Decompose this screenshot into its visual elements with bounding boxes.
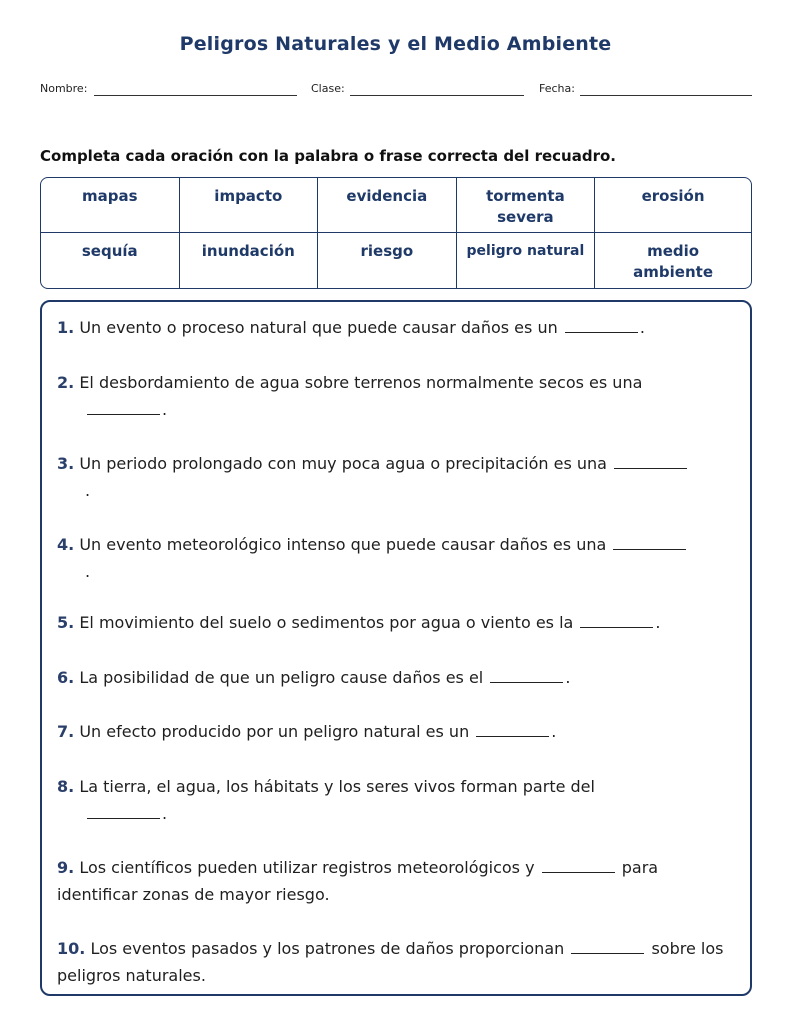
- name-field[interactable]: [94, 95, 297, 96]
- question-end: .: [162, 400, 168, 419]
- answer-blank[interactable]: [565, 332, 638, 333]
- question-text: Un periodo prolongado con muy poca agua o precipitación es una: [79, 454, 607, 473]
- word-bank-item[interactable]: medio ambiente: [633, 242, 713, 281]
- question-end: .: [162, 804, 168, 823]
- question-text: El movimiento del suelo o sedimentos por agua o viento es la: [79, 613, 574, 632]
- word-bank-item[interactable]: inundación: [180, 233, 319, 288]
- question-8: [57, 773, 737, 827]
- question-number: 6.: [57, 668, 75, 687]
- instructions: Completa cada oración con la palabra o frase correcta del recuadro.: [40, 147, 616, 165]
- question-number: 8.: [57, 777, 75, 796]
- name-label: Nombre:: [40, 82, 88, 95]
- date-field[interactable]: [580, 95, 752, 96]
- question-text: Un evento o proceso natural que puede causar daños es un: [79, 318, 558, 337]
- word-bank-item[interactable]: evidencia: [318, 178, 457, 233]
- question-end: .: [565, 668, 571, 687]
- answer-blank[interactable]: [87, 818, 160, 819]
- word-bank-item[interactable]: sequía: [41, 233, 180, 288]
- question-text: Un efecto producido por un peligro natural es un: [79, 722, 470, 741]
- question-text: La posibilidad de que un peligro cause daños es el: [79, 668, 484, 687]
- question-end: .: [551, 722, 557, 741]
- answer-blank[interactable]: [580, 627, 653, 628]
- question-number: 2.: [57, 373, 75, 392]
- word-bank-item[interactable]: erosión: [595, 178, 751, 233]
- question-number: 9.: [57, 858, 75, 877]
- question-text: La tierra, el agua, los hábitats y los seres vivos forman parte del: [79, 777, 595, 796]
- question-end: .: [85, 562, 91, 581]
- question-number: 10.: [57, 939, 86, 958]
- question-number: 7.: [57, 722, 75, 741]
- answer-blank[interactable]: [87, 414, 160, 415]
- question-end: .: [639, 318, 645, 337]
- answer-blank[interactable]: [542, 872, 615, 873]
- question-10: [57, 935, 737, 989]
- question-number: 3.: [57, 454, 75, 473]
- question-2: [57, 369, 737, 423]
- question-text: Los científicos pueden utilizar registros meteorológicos y: [79, 858, 535, 877]
- word-bank-item[interactable]: mapas: [41, 178, 180, 233]
- answer-blank[interactable]: [614, 468, 687, 469]
- word-bank-item[interactable]: impacto: [180, 178, 319, 233]
- question-number: 4.: [57, 535, 75, 554]
- word-bank: [40, 177, 752, 289]
- question-9: [57, 854, 737, 908]
- question-7: [57, 718, 737, 745]
- question-text: Un evento meteorológico intenso que puede causar daños es una: [79, 535, 607, 554]
- question-3: [57, 450, 737, 504]
- question-end: .: [85, 481, 91, 500]
- question-number: 1.: [57, 318, 75, 337]
- question-end: sobre los peligros naturales.: [57, 939, 724, 985]
- worksheet-title: Peligros Naturales y el Medio Ambiente: [179, 33, 612, 55]
- word-bank-item[interactable]: riesgo: [318, 233, 457, 288]
- question-5: [57, 609, 737, 636]
- question-text: El desbordamiento de agua sobre terrenos normalmente secos es una: [79, 373, 643, 392]
- question-4: [57, 531, 737, 585]
- word-bank-item[interactable]: peligro natural: [457, 233, 596, 288]
- class-field[interactable]: [350, 95, 524, 96]
- question-1: [57, 314, 737, 341]
- question-text: Los eventos pasados y los patrones de daños proporcionan: [90, 939, 565, 958]
- answer-blank[interactable]: [571, 953, 644, 954]
- word-bank-item[interactable]: tormenta severa: [457, 178, 596, 233]
- answer-blank[interactable]: [490, 682, 563, 683]
- question-end: .: [655, 613, 661, 632]
- question-6: [57, 664, 737, 691]
- answer-blank[interactable]: [476, 736, 549, 737]
- class-label: Clase:: [311, 82, 345, 95]
- date-label: Fecha:: [539, 82, 575, 95]
- header-fields: [0, 82, 791, 102]
- question-end: para identificar zonas de mayor riesgo.: [57, 858, 659, 904]
- question-number: 5.: [57, 613, 75, 632]
- answer-blank[interactable]: [613, 549, 686, 550]
